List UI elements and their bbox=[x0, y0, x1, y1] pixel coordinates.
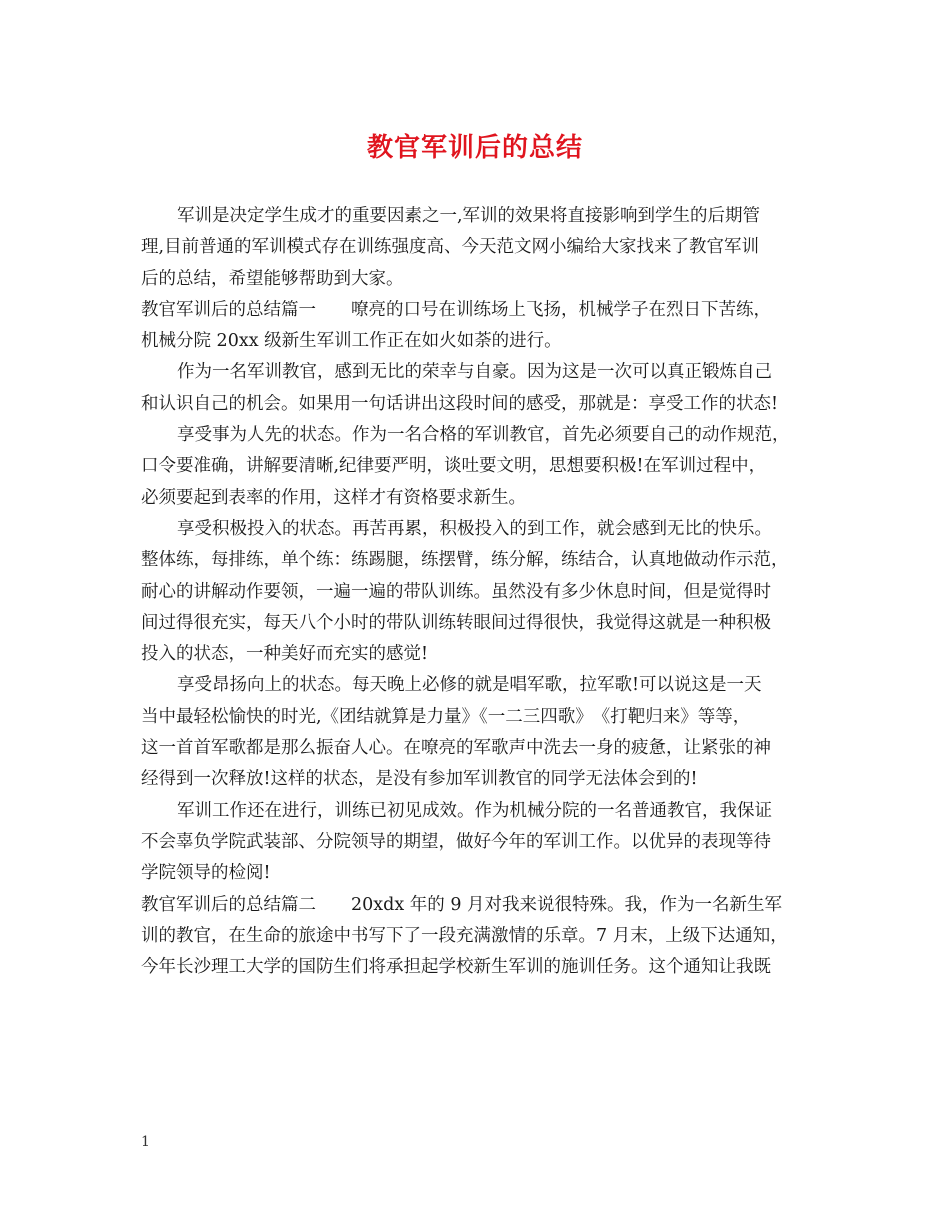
text-line: 训的教官，在生命的旅途中书写下了一段充满激情的乐章。7 月末，上级下达通知， bbox=[141, 925, 788, 946]
text-line: 当中最轻松愉快的时光,《团结就算是力量》《一二三四歌》 《打靶归来》等等， bbox=[141, 706, 751, 727]
text-line: 学院领导的检阅! bbox=[141, 863, 271, 884]
text-line: 理,目前普通的军训模式存在训练强度高、今天范文网小编给大家找来了教官军训 bbox=[141, 237, 760, 258]
text-line: 必须要起到表率的作用，这样才有资格要求新生。 bbox=[141, 487, 526, 508]
text-line: 和认识自己的机会。如果用一句话讲出这段时间的感受，那就是：享受工作的状态! bbox=[141, 393, 779, 414]
text-line: 经得到一次释放!这样的状态，是没有参加军训教官的同学无法体会到的! bbox=[141, 769, 698, 790]
text-line: 军训工作还在进行，训练已初见成效。作为机械分院的一名普通教官，我保证 bbox=[177, 800, 772, 821]
text-line: 不会辜负学院武装部、分院领导的期望，做好今年的军训工作。以优异的表现等待 bbox=[141, 831, 771, 852]
text-line: 间过得很充实，每天八个小时的带队训练转眼间过得很快，我觉得这就是一种积极 bbox=[141, 612, 771, 633]
text-line: 享受昂扬向上的状态。每天晚上必修的就是唱军歌，拉军歌!可以说这是一天 bbox=[177, 675, 762, 696]
page-number: 1 bbox=[141, 1134, 150, 1150]
text-line: 今年长沙理工大学的国防生们将承担起学校新生军训的施训任务。这个通知让我既 bbox=[141, 957, 771, 978]
text-line: 作为一名军训教官，感到无比的荣幸与自豪。因为这是一次可以真正锻炼自己 bbox=[177, 362, 772, 383]
text-line: 教官军训后的总结篇二 20xdx 年的 9 月对我来说很特殊。我，作为一名新生军 bbox=[141, 894, 783, 915]
text-line: 享受积极投入的状态。再苦再累，积极投入的到工作，就会感到无比的快乐。 bbox=[177, 518, 772, 539]
text-line: 这一首首军歌都是那么振奋人心。在嘹亮的军歌声中洗去一身的疲惫，让紧张的神 bbox=[141, 738, 771, 759]
text-line: 整体练，每排练，单个练：练踢腿，练摆臂，练分解，练结合，认真地做动作示范， bbox=[141, 550, 789, 571]
text-line: 享受事为人先的状态。作为一名合格的军训教官，首先必须要自己的动作规范， bbox=[177, 425, 790, 446]
text-line: 后的总结，希望能够帮助到大家。 bbox=[141, 268, 404, 289]
text-line: 机械分院 20xx 级新生军训工作正在如火如荼的进行。 bbox=[141, 331, 562, 352]
text-line: 教官军训后的总结篇一 嘹亮的口号在训练场上飞扬，机械学子在烈日下苦练， bbox=[141, 299, 771, 320]
document-title: 教官军训后的总结 bbox=[366, 133, 583, 163]
text-line: 投入的状态，一种美好而充实的感觉! bbox=[141, 644, 429, 665]
text-line: 耐心的讲解动作要领，一遍一遍的带队训练。虽然没有多少休息时间，但是觉得时 bbox=[141, 581, 771, 602]
text-line: 军训是决定学生成才的重要因素之一,军训的效果将直接影响到学生的后期管 bbox=[177, 206, 761, 226]
text-line: 口令要准确，讲解要清晰,纪律要严明，谈吐要文明，思想要积极!在军训过程中， bbox=[141, 456, 767, 477]
document-body bbox=[141, 201, 811, 983]
